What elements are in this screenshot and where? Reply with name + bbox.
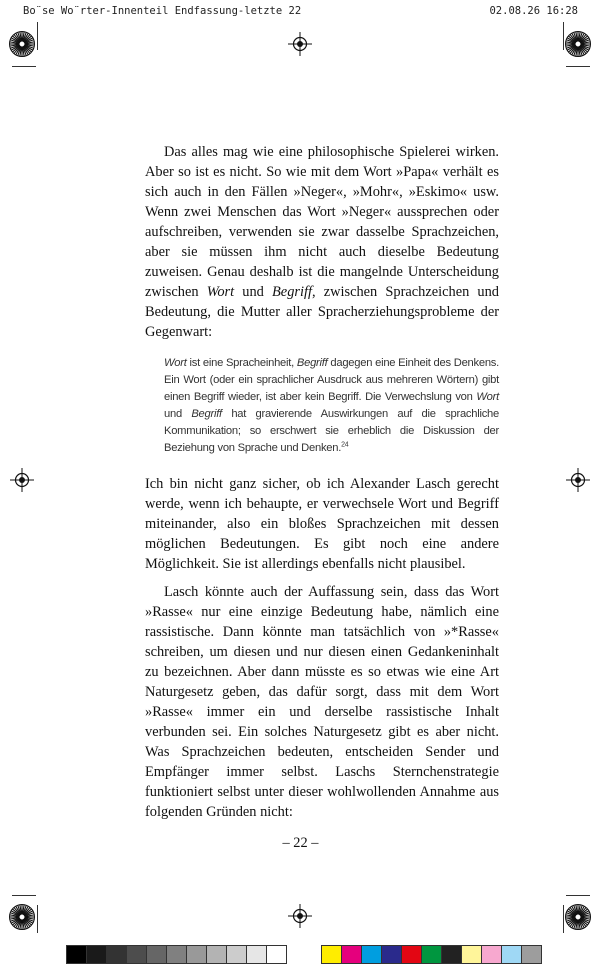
color-swatch xyxy=(187,946,207,963)
crosshair-register-mark-icon xyxy=(288,32,312,56)
text-run: hat gravierende Auswirkungen auf die sprachliche Kommunikation; so erschwert sie erheblich die Diskussion der Beziehung von Sprache und Denken. xyxy=(164,408,499,454)
color-swatch xyxy=(207,946,227,963)
text-run: Das alles mag wie eine philosophische Spielerei wirken. Aber so ist es nicht. So wie mit dem Wort »Papa« verhält es sich auch in den Fällen »Neger«, »Mohr«, »Eskimo« usw. Wenn zwei Menschen das Wort »Neger« aussprechen oder aufschreiben, verwenden sie zwar dasselbe Sprachzeichen, aber sie müssen ihm nicht auch dieselbe Bedeutung zuweisen. Genau deshalb ist die mangelnde Unterscheidung zwischen xyxy=(145,144,499,300)
starburst-register-mark-icon xyxy=(565,31,591,57)
crop-mark-line xyxy=(12,66,36,67)
color-swatch xyxy=(67,946,87,963)
color-swatch xyxy=(482,946,502,963)
color-control-strip xyxy=(321,945,542,964)
crop-mark-line xyxy=(566,895,590,896)
color-swatch xyxy=(227,946,247,963)
emphasized-term: Wort xyxy=(476,391,499,403)
color-swatch xyxy=(402,946,422,963)
crosshair-register-mark-icon xyxy=(566,468,590,492)
page-body xyxy=(145,142,499,822)
paragraph-rasse: Lasch könnte auch der Auffassung sein, dass das Wort »Rasse« nur eine einzige Bedeutung habe, nämlich eine rassistische. Dann könnte man tatsächlich von »*Rasse« schreiben, um diesen und nur diesen einen Gedankeninhalt zu bezeichnen. Aber dann müsste es so etwas wie eine Art Naturgesetz geben, das dafür sorgt, dass mit dem Wort »Rasse« immer ein und derselbe rassistische Inhalt verbunden sei. Ein solches Naturgesetz gibt es aber nicht. Was Sprachzeichen bedeuten, entscheiden Sender und Empfänger immer selbst. Laschs Sternchenstrategie funktioniert selbst unter dieser wohlwollenden Annahme aus folgenden Gründen nicht: xyxy=(145,584,499,820)
grayscale-control-strip xyxy=(66,945,287,964)
color-swatch xyxy=(127,946,147,963)
crop-mark-line xyxy=(563,22,564,50)
color-swatch xyxy=(147,946,167,963)
page-number: – 22 – xyxy=(282,835,319,851)
emphasized-term: Begriff xyxy=(191,408,222,420)
color-swatch xyxy=(322,946,342,963)
text-run: ist eine Spracheinheit, xyxy=(186,357,297,369)
crop-mark-line xyxy=(563,905,564,933)
color-swatch xyxy=(522,946,541,963)
text-run: und xyxy=(234,284,273,300)
crop-mark-line xyxy=(566,66,590,67)
emphasized-term: Begriff xyxy=(272,284,312,300)
emphasized-term: Wort xyxy=(206,284,235,300)
color-swatch xyxy=(422,946,442,963)
crosshair-register-mark-icon xyxy=(288,904,312,928)
color-swatch xyxy=(382,946,402,963)
color-swatch xyxy=(502,946,522,963)
color-swatch xyxy=(462,946,482,963)
starburst-register-mark-icon xyxy=(565,904,591,930)
color-swatch xyxy=(362,946,382,963)
color-swatch xyxy=(342,946,362,963)
text-run: dagegen eine Einheit des Denkens. Ein Wort (oder ein sprachlicher Ausdruck aus mehreren Wörtern) gibt einen Begriff wieder, ist aber kein Begriff. Die Verwechslung von xyxy=(164,357,499,403)
block-quote xyxy=(145,355,499,457)
color-swatch xyxy=(167,946,187,963)
color-swatch xyxy=(247,946,267,963)
emphasized-term: Wort xyxy=(164,357,187,369)
starburst-register-mark-icon xyxy=(9,904,35,930)
color-swatch xyxy=(267,946,286,963)
crop-mark-line xyxy=(37,905,38,933)
color-swatch xyxy=(442,946,462,963)
starburst-register-mark-icon xyxy=(9,31,35,57)
text-run: , zwischen Sprachzeichen und Bedeutung, die Mutter aller Spracherziehungsprobleme der Gegenwart: xyxy=(145,284,500,340)
emphasized-term: Begriff xyxy=(296,357,328,369)
crop-mark-line xyxy=(12,895,36,896)
crop-mark-line xyxy=(37,22,38,50)
print-slug-filename: Bo¨se Wo¨rter-Innenteil Endfassung-letzte 22 xyxy=(23,5,302,17)
color-swatch xyxy=(107,946,127,963)
crosshair-register-mark-icon xyxy=(10,468,34,492)
print-slug-timestamp: 02.08.26 16:28 xyxy=(489,5,578,17)
text-run: und xyxy=(164,408,192,420)
paragraph-intro xyxy=(145,142,499,342)
footnote-reference: 24 xyxy=(341,441,349,449)
paragraph-lasch: Ich bin nicht ganz sicher, ob ich Alexander Lasch gerecht werde, wenn ich behaupte, er verwechsele Wort und Begriff miteinander, also ein bloßes Sprachzeichen mit dessen möglichen Bedeutungen. Es gibt noch eine andere Möglichkeit. Sie ist allerdings ebenfalls nicht plausibel. xyxy=(145,476,499,572)
color-swatch xyxy=(87,946,107,963)
